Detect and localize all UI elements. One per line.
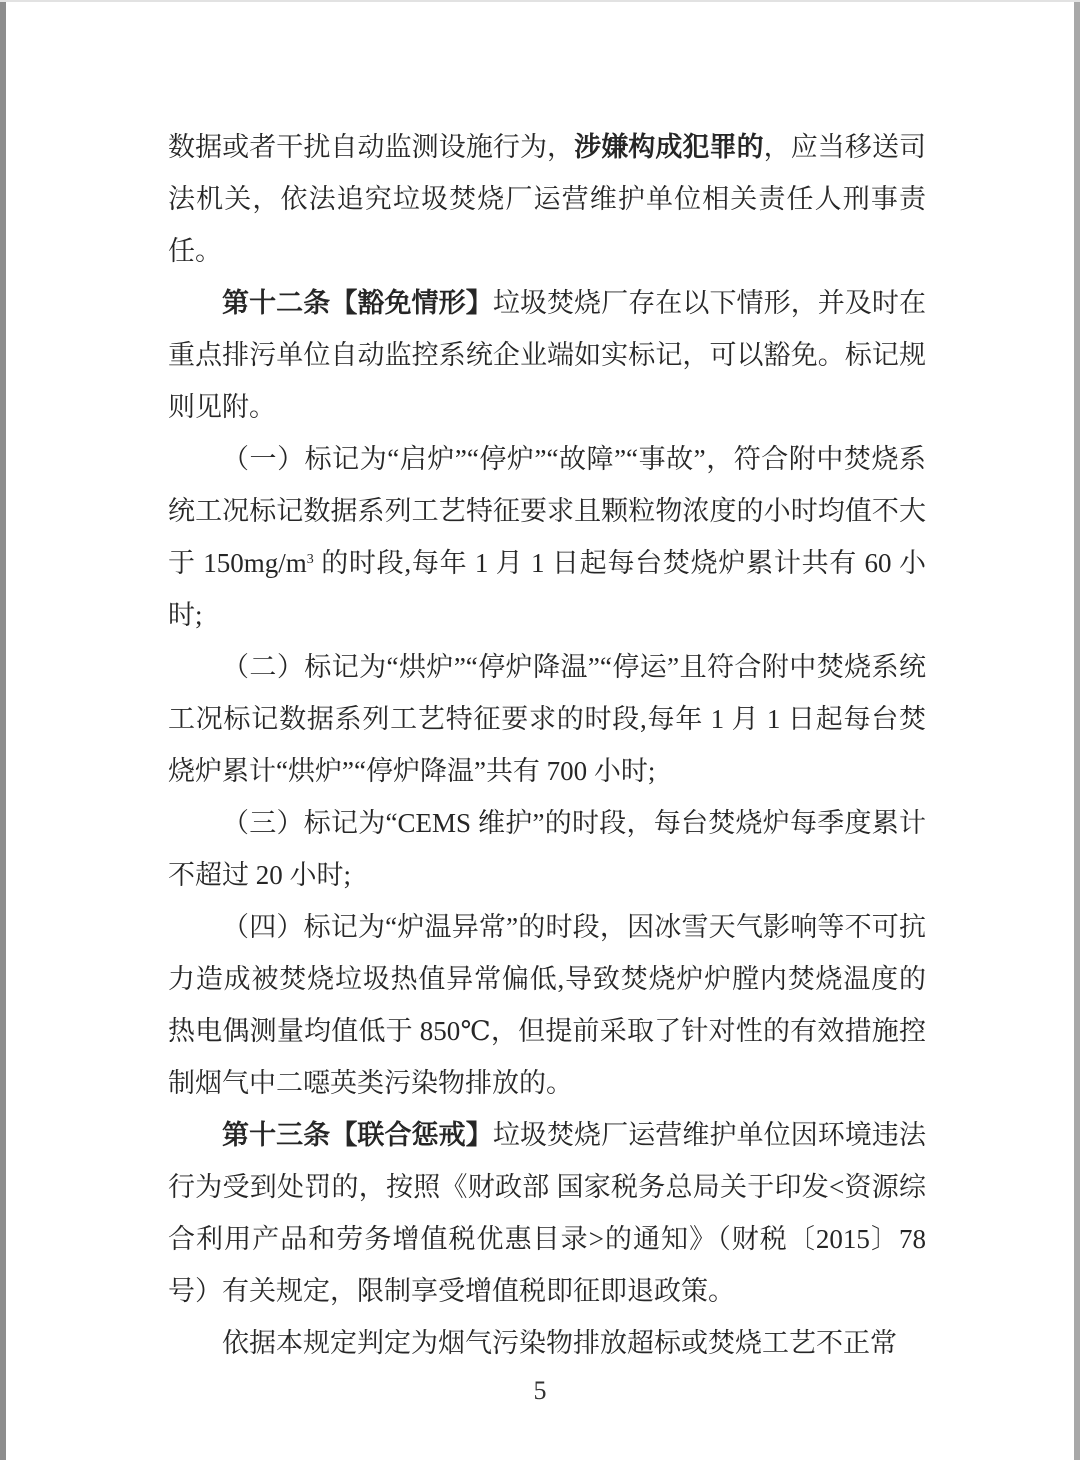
page-right-edge <box>1074 2 1080 1460</box>
page-number: 5 <box>533 1376 547 1405</box>
item-4-furnace-temperature <box>168 901 926 1109</box>
article-13-joint-punishment <box>168 1109 926 1317</box>
bold-text-run: 第十二条【豁免情形】 <box>222 288 493 318</box>
superscript-run: 3 <box>306 552 314 567</box>
text-run: （二）标记为“烘炉”“停炉降温”“停运”且符合附中焚烧系统工况标记数据系列工艺特征要求的时段,每年 1 月 1 日起每台焚烧炉累计“烘炉”“停炉降温”共有 700 小时; <box>168 652 926 786</box>
item-1-startup-shutdown <box>168 433 926 641</box>
article-12-exemptions <box>168 277 926 433</box>
text-run: 垃圾焚烧厂存在以下情形，并及时在重点排污单位自动监控系统企业端如实标记，可以豁免。标记规则见附。 <box>168 288 927 422</box>
text-run: 依据本规定判定为烟气污染物排放超标或焚烧工艺不正常 <box>222 1328 897 1358</box>
text-run: （三）标记为“CEMS 维护”的时段，每台焚烧炉每季度累计不超过 20 小时; <box>168 808 926 890</box>
text-run: 垃圾焚烧厂运营维护单位因环境违法行为受到处罚的，按照《财政部 国家税务总局关于印发<资源综合利用产品和劳务增值税优惠目录>的通知》（财税〔2015〕78 号）有关规定，限制享受增值税即征即退政策。 <box>168 1120 927 1306</box>
text-run: （一）标记为“启炉”“停炉”“故障”“事故”，符合附中焚烧系统工况标记数据系列工艺特征要求且颗粒物浓度的小时均值不大于 150mg/m <box>168 444 926 578</box>
text-run: 数据或者干扰自动监测设施行为， <box>168 132 575 162</box>
bold-text-run: 涉嫌构成犯罪的 <box>574 132 764 162</box>
item-2-oven-drying-cooling <box>168 641 926 797</box>
page-left-edge <box>0 2 6 1460</box>
item-3-cems-maintenance <box>168 797 926 901</box>
para-continuation-criminal-liability <box>168 121 926 277</box>
para-final-truncated <box>168 1317 926 1369</box>
bold-text-run: 第十三条【联合惩戒】 <box>222 1120 493 1150</box>
text-run: ，应当移送司法机关，依法追究垃圾焚烧厂运营维护单位相关责任人刑事责任。 <box>168 132 927 266</box>
text-run: 的时段,每年 1 月 1 日起每台焚烧炉累计共有 60 小时; <box>168 548 926 630</box>
document-body <box>168 121 926 1369</box>
text-run: （四）标记为“炉温异常”的时段，因冰雪天气影响等不可抗力造成被焚烧垃圾热值异常偏低,导致焚烧炉炉膛内焚烧温度的热电偶测量均值低于 850℃，但提前采取了针对性的有效措施控制烟气中二噁英类污染物排放的。 <box>168 912 926 1098</box>
